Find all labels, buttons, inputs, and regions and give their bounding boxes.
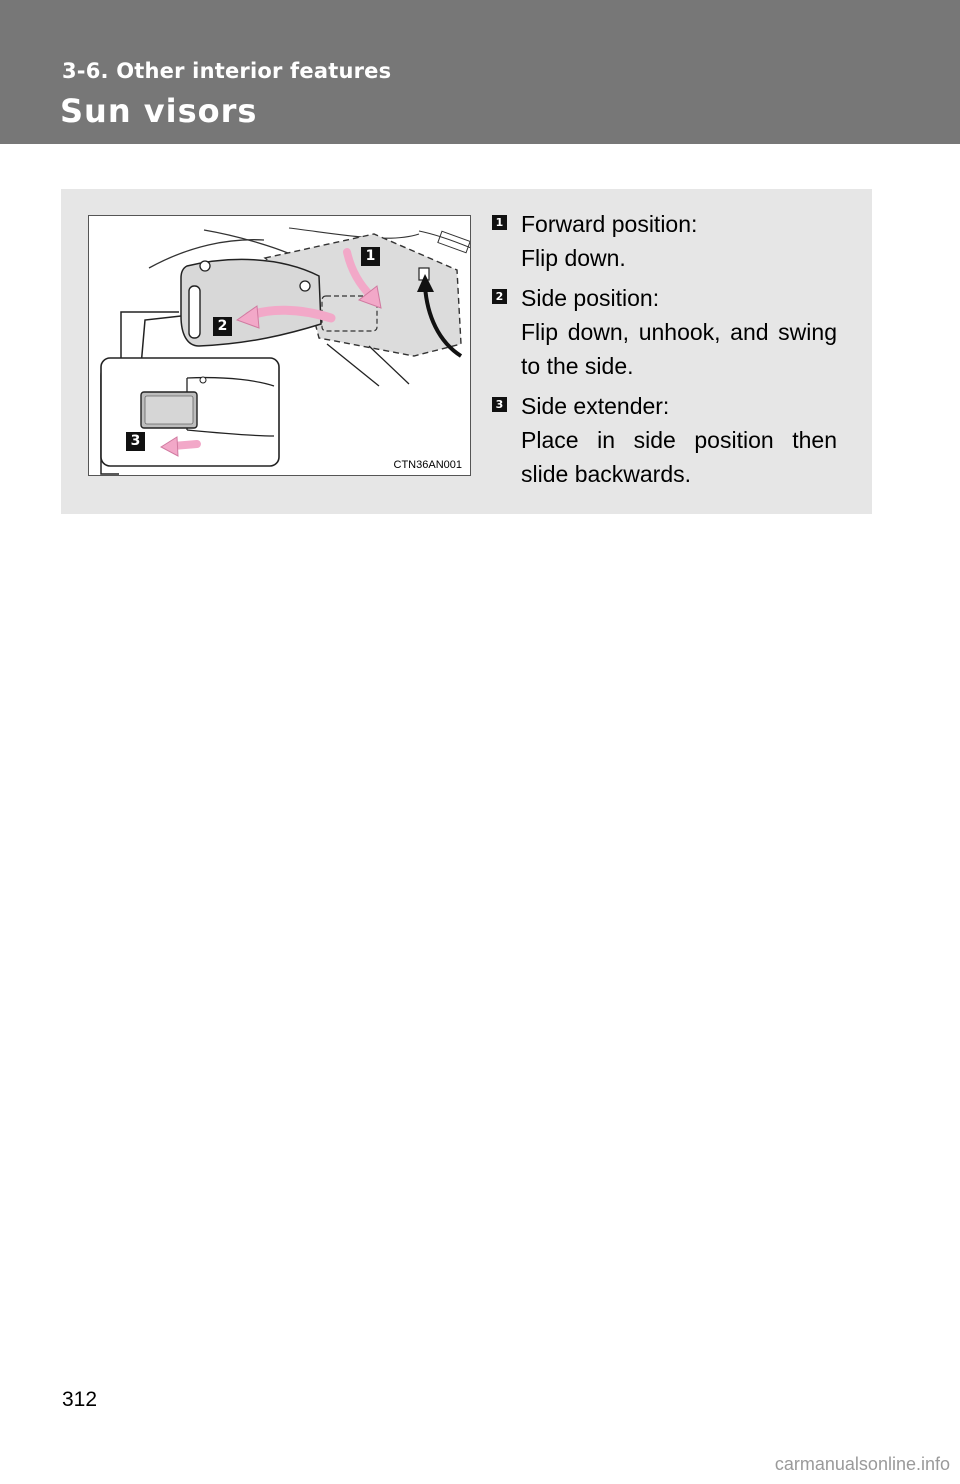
step-number-icon: 1: [492, 215, 507, 230]
sun-visor-drawing: [89, 216, 471, 476]
callout-3: 3: [126, 432, 145, 451]
steps-list: [492, 208, 837, 498]
sun-visor-illustration: [88, 215, 471, 476]
step-title: Side extender:: [521, 393, 670, 419]
step-description: Flip down, unhook, and swing to the side.: [521, 319, 837, 379]
step-title: Side position:: [521, 285, 660, 311]
header-band: [0, 0, 960, 144]
step-number-icon: 3: [492, 397, 507, 412]
step-title: Forward position:: [521, 211, 698, 237]
page-number: 312: [62, 1388, 98, 1411]
page-title: Sun visors: [60, 92, 258, 130]
figure-code: CTN36AN001: [393, 459, 462, 471]
callout-2: 2: [213, 317, 232, 336]
step-description: Flip down.: [521, 245, 626, 271]
section-label: 3-6. Other interior features: [62, 59, 392, 83]
step-forward-position: [492, 208, 837, 275]
step-number-icon: 2: [492, 289, 507, 304]
step-side-extender: [492, 390, 837, 491]
step-side-position: [492, 282, 837, 383]
watermark: carmanualsonline.info: [774, 1454, 950, 1474]
step-description: Place in side position then slide backwards.: [521, 427, 837, 487]
callout-1: 1: [361, 247, 380, 266]
